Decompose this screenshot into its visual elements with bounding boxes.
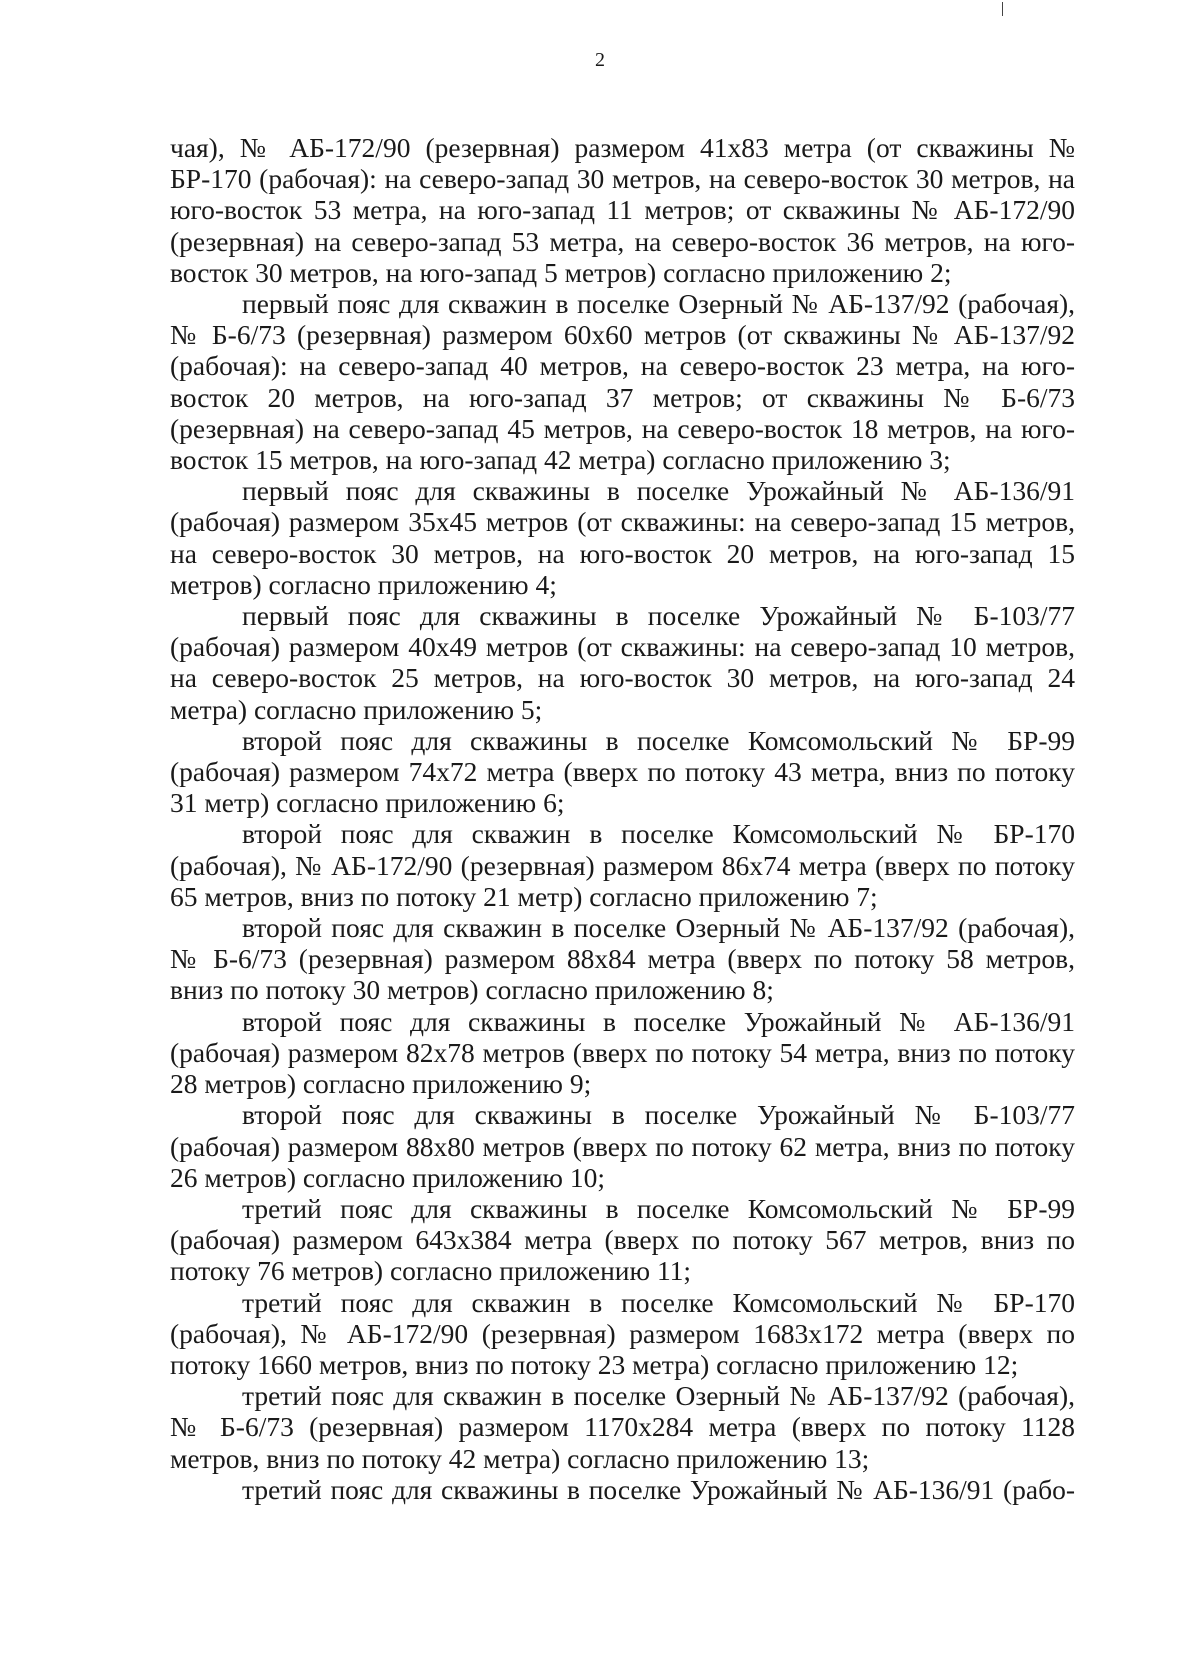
paragraph: третий пояс для скважины в поселке Комсомольский № БР-99 (рабочая) размером 643x384 метра (вверх по потоку 567 метров, вниз по потоку 76 метров) согласно приложению 11;	[170, 1192, 1075, 1287]
paragraph: второй пояс для скважины в поселке Урожайный № Б-103/77 (рабочая) размером 88x80 метров (вверх по потоку 62 метра, вниз по потоку 26 метров) согласно приложению 10;	[170, 1099, 1075, 1193]
paragraph: первый пояс для скважин в поселке Озерный № АБ-137/92 (рабочая), № Б-6/73 (резервная) размером 60x60 метров (от скважины № АБ-137/92 (рабочая): на северо-запад 40 метров, на северо-восток 23 метра, на юго-восток 20 метров, на юго-запад 37 метров; от скважины № Б-6/73 (резервная) на северо-запад 45 метров, на северо-восток 18 метров, на юго-восток 15 метров, на юго-запад 42 метра) согласно приложению 3;	[170, 288, 1075, 476]
paragraph: третий пояс для скважин в поселке Комсомольский № БР-170 (рабочая), № АБ-172/90 (резервная) размером 1683x172 метра (вверх по потоку 1660 метров, вниз по потоку 23 метра) согласно приложению 12;	[170, 1286, 1075, 1380]
page-number: 2	[595, 49, 605, 71]
paragraph: второй пояс для скважины в поселке Урожайный № АБ-136/91 (рабочая) размером 82x78 метров (вверх по потоку 54 метра, вниз по потоку 28 метров) согласно приложению 9;	[170, 1005, 1075, 1100]
paragraph-partial: третий пояс для скважины в поселке Урожайный № АБ-136/91 (рабо-	[242, 1473, 1075, 1505]
paragraph: второй пояс для скважин в поселке Озерный № АБ-137/92 (рабочая), № Б-6/73 (резервная) размером 88x84 метра (вверх по потоку 58 метров, вниз по потоку 30 метров) согласно приложению 8;	[170, 912, 1075, 1006]
scan-artifact-mark	[1002, 2, 1003, 16]
paragraph: второй пояс для скважины в поселке Комсомольский № БР-99 (рабочая) размером 74x72 метра (вверх по потоку 43 метра, вниз по потоку 31 метр) согласно приложению 6;	[170, 724, 1075, 819]
paragraph: первый пояс для скважины в поселке Урожайный № Б-103/77 (рабочая) размером 40x49 метров (от скважины: на северо-запад 10 метров, на северо-восток 25 метров, на юго-восток 30 метров, на юго-запад 24 метра) согласно приложению 5;	[170, 600, 1075, 725]
paragraph: первый пояс для скважины в поселке Урожайный № АБ-136/91 (рабочая) размером 35x45 метров (от скважины: на северо-запад 15 метров, на северо-восток 30 метров, на юго-восток 20 метров, на юго-запад 15 метров) согласно приложению 4;	[170, 475, 1075, 600]
paragraph: третий пояс для скважин в поселке Озерный № АБ-137/92 (рабочая), № Б-6/73 (резервная) размером 1170x284 метра (вверх по потоку 1128 метров, вниз по потоку 42 метра) согласно приложению 13;	[170, 1380, 1075, 1474]
paragraph-continued: чая), № АБ-172/90 (резервная) размером 41x83 метра (от скважины № БР-170 (рабочая): на северо-запад 30 метров, на северо-восток 30 метров, на юго-восток 53 метра, на юго-запад 11 метров; от скважины № АБ-172/90 (резервная) на северо-запад 53 метра, на северо-восток 36 метров, на юго-восток 30 метров, на юго-запад 5 метров) согласно приложению 2;	[170, 132, 1075, 288]
document-body	[170, 132, 1075, 1505]
paragraph: второй пояс для скважин в поселке Комсомольский № БР-170 (рабочая), № АБ-172/90 (резервная) размером 86x74 метра (вверх по потоку 65 метров, вниз по потоку 21 метр) согласно приложению 7;	[170, 818, 1075, 912]
